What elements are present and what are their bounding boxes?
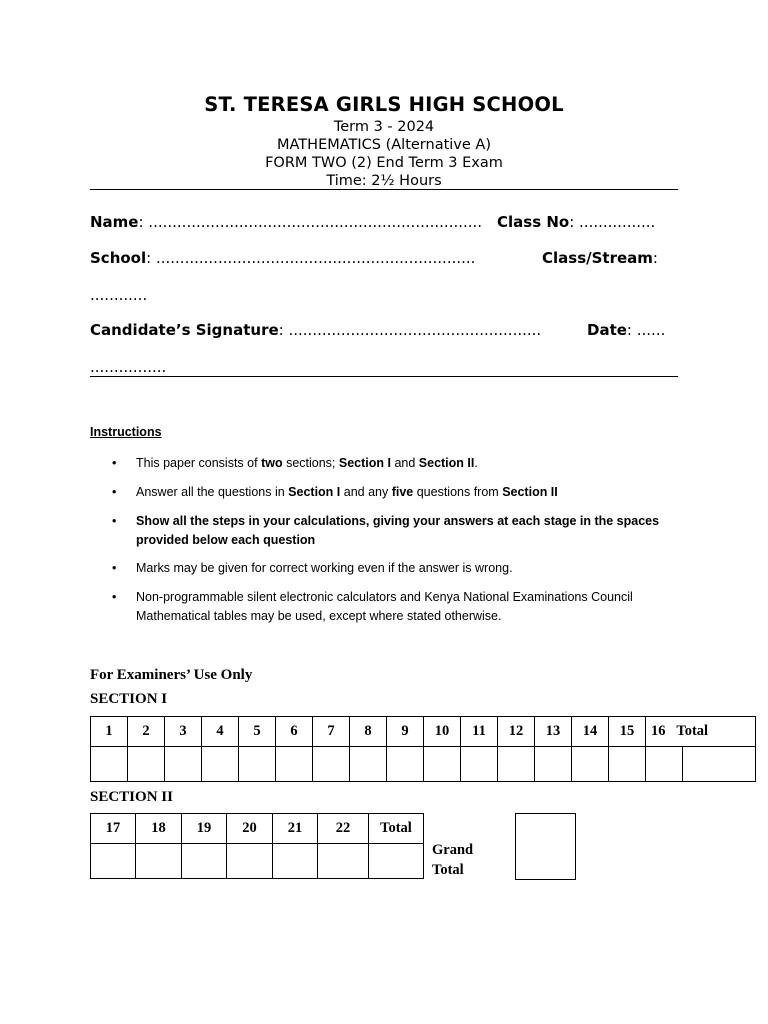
instruction-text: Non-programmable silent electronic calculators and Kenya National Examinations Council Mathematical tables may be used, except where stated otherwise. [136,590,633,623]
instruction-bold: Section I [338,456,391,470]
term-line: Term 3 - 2024 [333,119,435,135]
question-number-cell: 10 [424,717,461,747]
date-dots: : ...... [626,321,666,339]
header [90,92,678,190]
question-number-cell: 22 [318,814,369,844]
stream-colon: : [652,249,658,267]
fields-divider [90,376,678,377]
score-cell[interactable] [350,747,387,782]
school-row [90,248,678,268]
instruction-text: and [390,456,419,470]
total-score-cell[interactable] [369,844,424,879]
section2-score-table [90,813,424,879]
score-cell[interactable] [227,844,273,879]
bullet-icon: • [112,590,117,604]
bullet-icon: • [112,456,117,470]
date-label: Date [587,321,627,339]
score-cell[interactable] [424,747,461,782]
total-header-cell: Total [369,814,424,844]
grand-total-label [432,840,473,880]
bullet-icon: • [112,561,117,575]
score-cell[interactable] [136,844,182,879]
score-cell[interactable] [387,747,424,782]
instruction-text: . [474,456,478,470]
question-number-cell: 1 [91,717,128,747]
total-score-cell[interactable] [683,747,756,782]
instruction-bold: five [391,485,414,499]
section1-label: SECTION I [90,691,168,707]
question-number-cell: 17 [91,814,136,844]
signature-dots: : ..................................................... [278,321,542,339]
question-number-cell: 12 [498,717,535,747]
bullet-icon: • [112,514,117,528]
instruction-text: sections; [282,456,339,470]
name-label: Name [90,213,139,231]
score-cell[interactable] [276,747,313,782]
question-number-cell: 16 [651,723,666,739]
stream-dots: ............ [90,286,148,304]
subject-line: MATHEMATICS (Alternative A) [277,137,491,153]
header-divider [90,189,678,190]
score-cell[interactable] [202,747,239,782]
question-number-cell: 6 [276,717,313,747]
score-cell[interactable] [498,747,535,782]
instruction-bold: Section II [418,456,475,470]
stream-field [542,248,658,268]
date-dots-continued: ................ [90,358,167,376]
exam-line: FORM TWO (2) End Term 3 Exam [265,155,503,171]
question-number-cell: 7 [313,717,350,747]
instruction-bold: Section II [502,485,558,499]
question-number-cell: 18 [136,814,182,844]
signature-row [90,320,678,340]
instruction-text: questions from [413,485,503,499]
question-number-cell: 9 [387,717,424,747]
question-number-cell: 11 [461,717,498,747]
classno-dots: : ................ [569,213,656,231]
school-name: ST. TERESA GIRLS HIGH SCHOOL [204,93,564,116]
section1-score-table [90,716,756,782]
instruction-bold: Section I [288,485,341,499]
score-cell[interactable] [572,747,609,782]
instruction-text: Marks may be given for correct working even if the answer is wrong. [136,561,513,575]
classno-label: Class No [497,213,570,231]
score-cell[interactable] [318,844,369,879]
grand-label-line: Grand [432,842,474,858]
score-cell[interactable] [313,747,350,782]
score-cell[interactable] [91,747,128,782]
bullet-icon: • [112,485,117,499]
score-cell[interactable] [609,747,646,782]
question-number-cell: 14 [572,717,609,747]
classno-field [497,212,655,232]
section1-header-row [91,717,756,747]
school-label: School [90,249,147,267]
total-header-cell: Total [676,723,709,739]
question-number-cell: 5 [239,717,276,747]
name-row [90,212,678,232]
instruction-text: and any [340,485,392,499]
question-number-cell: 15 [609,717,646,747]
instruction-text: Show all the steps in your calculations, giving your answers at each stage in the spaces provided below each question [136,514,660,547]
score-cell[interactable] [273,844,318,879]
section2-score-row [91,844,424,879]
stream-label: Class/Stream [542,249,653,267]
time-line: Time: 2½ Hours [326,173,442,189]
question-number-cell: 4 [202,717,239,747]
score-cell[interactable] [128,747,165,782]
question-number-cell: 21 [273,814,318,844]
grand-total-box[interactable] [515,813,576,880]
score-cell[interactable] [535,747,572,782]
grand-label-line: Total [432,862,464,878]
q16-total-header [646,717,756,747]
score-cell[interactable] [239,747,276,782]
section2-header-row [91,814,424,844]
score-cell[interactable] [646,747,683,782]
question-number-cell: 19 [182,814,227,844]
instructions-title: Instructions [90,425,162,439]
score-cell[interactable] [182,844,227,879]
name-dots: : ...................................................................... [138,213,483,231]
section2-label: SECTION II [90,789,173,805]
signature-label: Candidate’s Signature [90,321,279,339]
instruction-text: Answer all the questions in [136,485,289,499]
school-dots: : ................................................................... [146,249,476,267]
question-number-cell: 20 [227,814,273,844]
question-number-cell: 2 [128,717,165,747]
section1-score-row [91,747,756,782]
question-number-cell: 3 [165,717,202,747]
score-cell[interactable] [91,844,136,879]
question-number-cell: 8 [350,717,387,747]
instruction-text: This paper consists of [136,456,262,470]
score-cell[interactable] [165,747,202,782]
question-number-cell: 13 [535,717,572,747]
date-field [587,320,665,340]
instruction-bold: two [261,456,283,470]
score-cell[interactable] [461,747,498,782]
examiners-title: For Examiners’ Use Only [90,667,253,683]
